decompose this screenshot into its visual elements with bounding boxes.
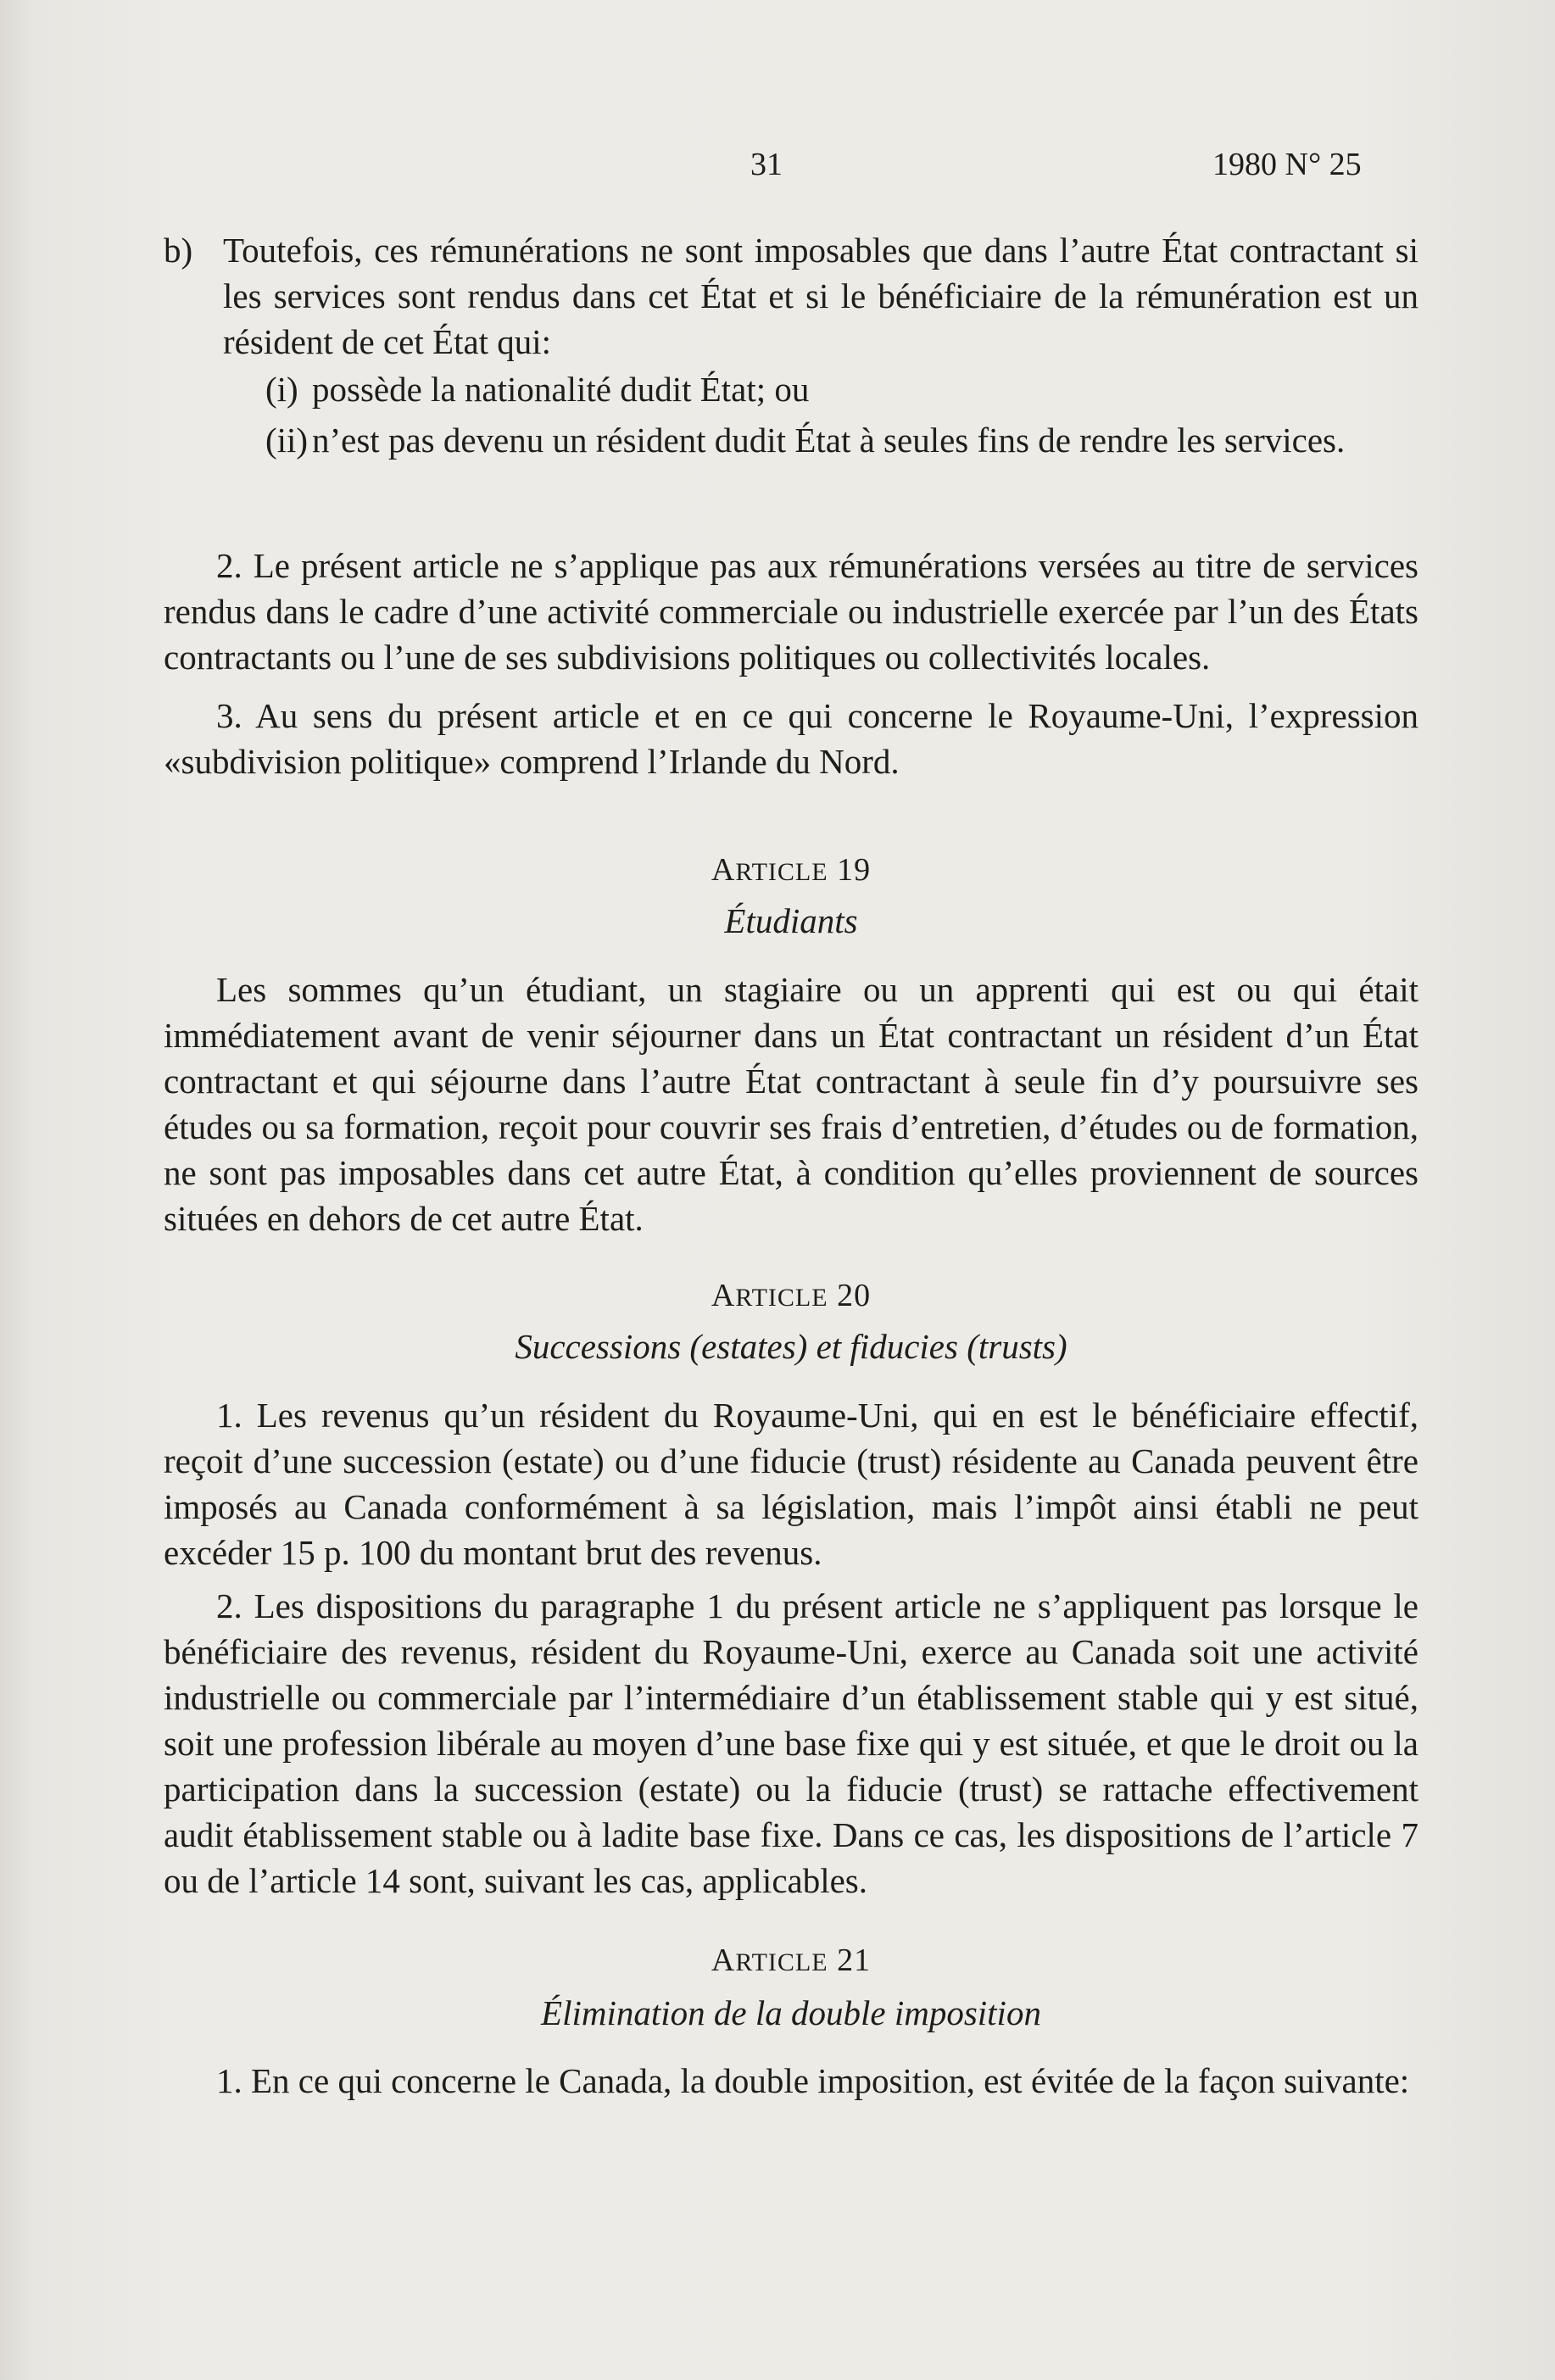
article-20-paragraph-1: 1. Les revenus qu’un résident du Royaume-Uni, qui en est le bénéficiaire effectif, reçoit d’une succession (estate) ou d’une fiducie (trust) résidente au Canada peuvent être imposés au Canada conformément à sa législation, mais l’impôt ainsi établi ne peut excéder 15 p. 100 du montant brut des revenus.: [164, 1396, 1418, 1572]
list-item: (ii) n’est pas devenu un résident dudit État à seules fins de rendre les services.: [265, 421, 1346, 460]
article-20-heading: ARTICLE 20: [711, 1278, 872, 1313]
paragraph-text: Toutefois, ces rémunérations ne sont imposables que dans l’autre État contractant si les services sont rendus dans cet État et si le bénéficiaire de la rémunération est un résident de cet État qui:: [223, 231, 1418, 361]
page-number: 31: [750, 147, 783, 182]
document-year-number: 1980 N° 25: [1212, 147, 1362, 182]
article-21-paragraph-1: 1. En ce qui concerne le Canada, la double imposition, est évitée de la façon suivante:: [216, 2061, 1410, 2100]
article-19-title: Étudiants: [724, 901, 858, 940]
article-19-heading: ARTICLE 19: [711, 852, 872, 888]
article-21-title: Élimination de la double imposition: [541, 1993, 1041, 2032]
article-20-paragraph-2: 2. Les dispositions du paragraphe 1 du présent article ne s’appliquent pas lorsque le bénéficiaire des revenus, résident du Royaume-Uni, exerce au Canada soit une activité industrielle ou commerciale par l’intermédiaire d’un établissement stable qui y est situé, soit une profession libérale au moyen d’une base fixe qui y est située, et que le droit ou la participation dans la succession (estate) ou la fiducie (trust) se rattache effectivement audit établissement stable ou à ladite base fixe. Dans ce cas, les dispositions de l’article 7 ou de l’article 14 sont, suivant les cas, applicables.: [164, 1586, 1418, 1900]
article-19-paragraph: Les sommes qu’un étudiant, un stagiaire ou un apprenti qui est ou qui était immédiatement avant de venir séjourner dans un État contractant un résident d’un État contractant et qui séjourne dans l’autre État contractant à seule fin d’y poursuivre ses études ou sa formation, reçoit pour couvrir ses frais d’entretien, d’études ou de formation, ne sont pas imposables dans cet autre État, à condition qu’elles proviennent de sources situées en dehors de cet autre État.: [164, 970, 1418, 1238]
article-18-paragraph-2: 2. Le présent article ne s’applique pas aux rémunérations versées au titre de services rendus dans le cadre d’une activité commerciale ou industrielle exercée par l’un des États contractants ou l’une de ses subdivisions politiques ou collectivités locales.: [164, 546, 1418, 677]
paragraph-b: [164, 227, 1418, 463]
article-18-paragraph-3: 3. Au sens du présent article et en ce qui concerne le Royaume-Uni, l’expression «subdivision politique» comprend l’Irlande du Nord.: [164, 696, 1418, 781]
article-21-heading: ARTICLE 21: [711, 1942, 872, 1978]
list-item: (i) possède la nationalité dudit État; ou: [265, 370, 810, 409]
article-20-title: Successions (estates) et fiducies (trusts): [515, 1327, 1067, 1366]
paragraph-label: b): [164, 231, 193, 270]
